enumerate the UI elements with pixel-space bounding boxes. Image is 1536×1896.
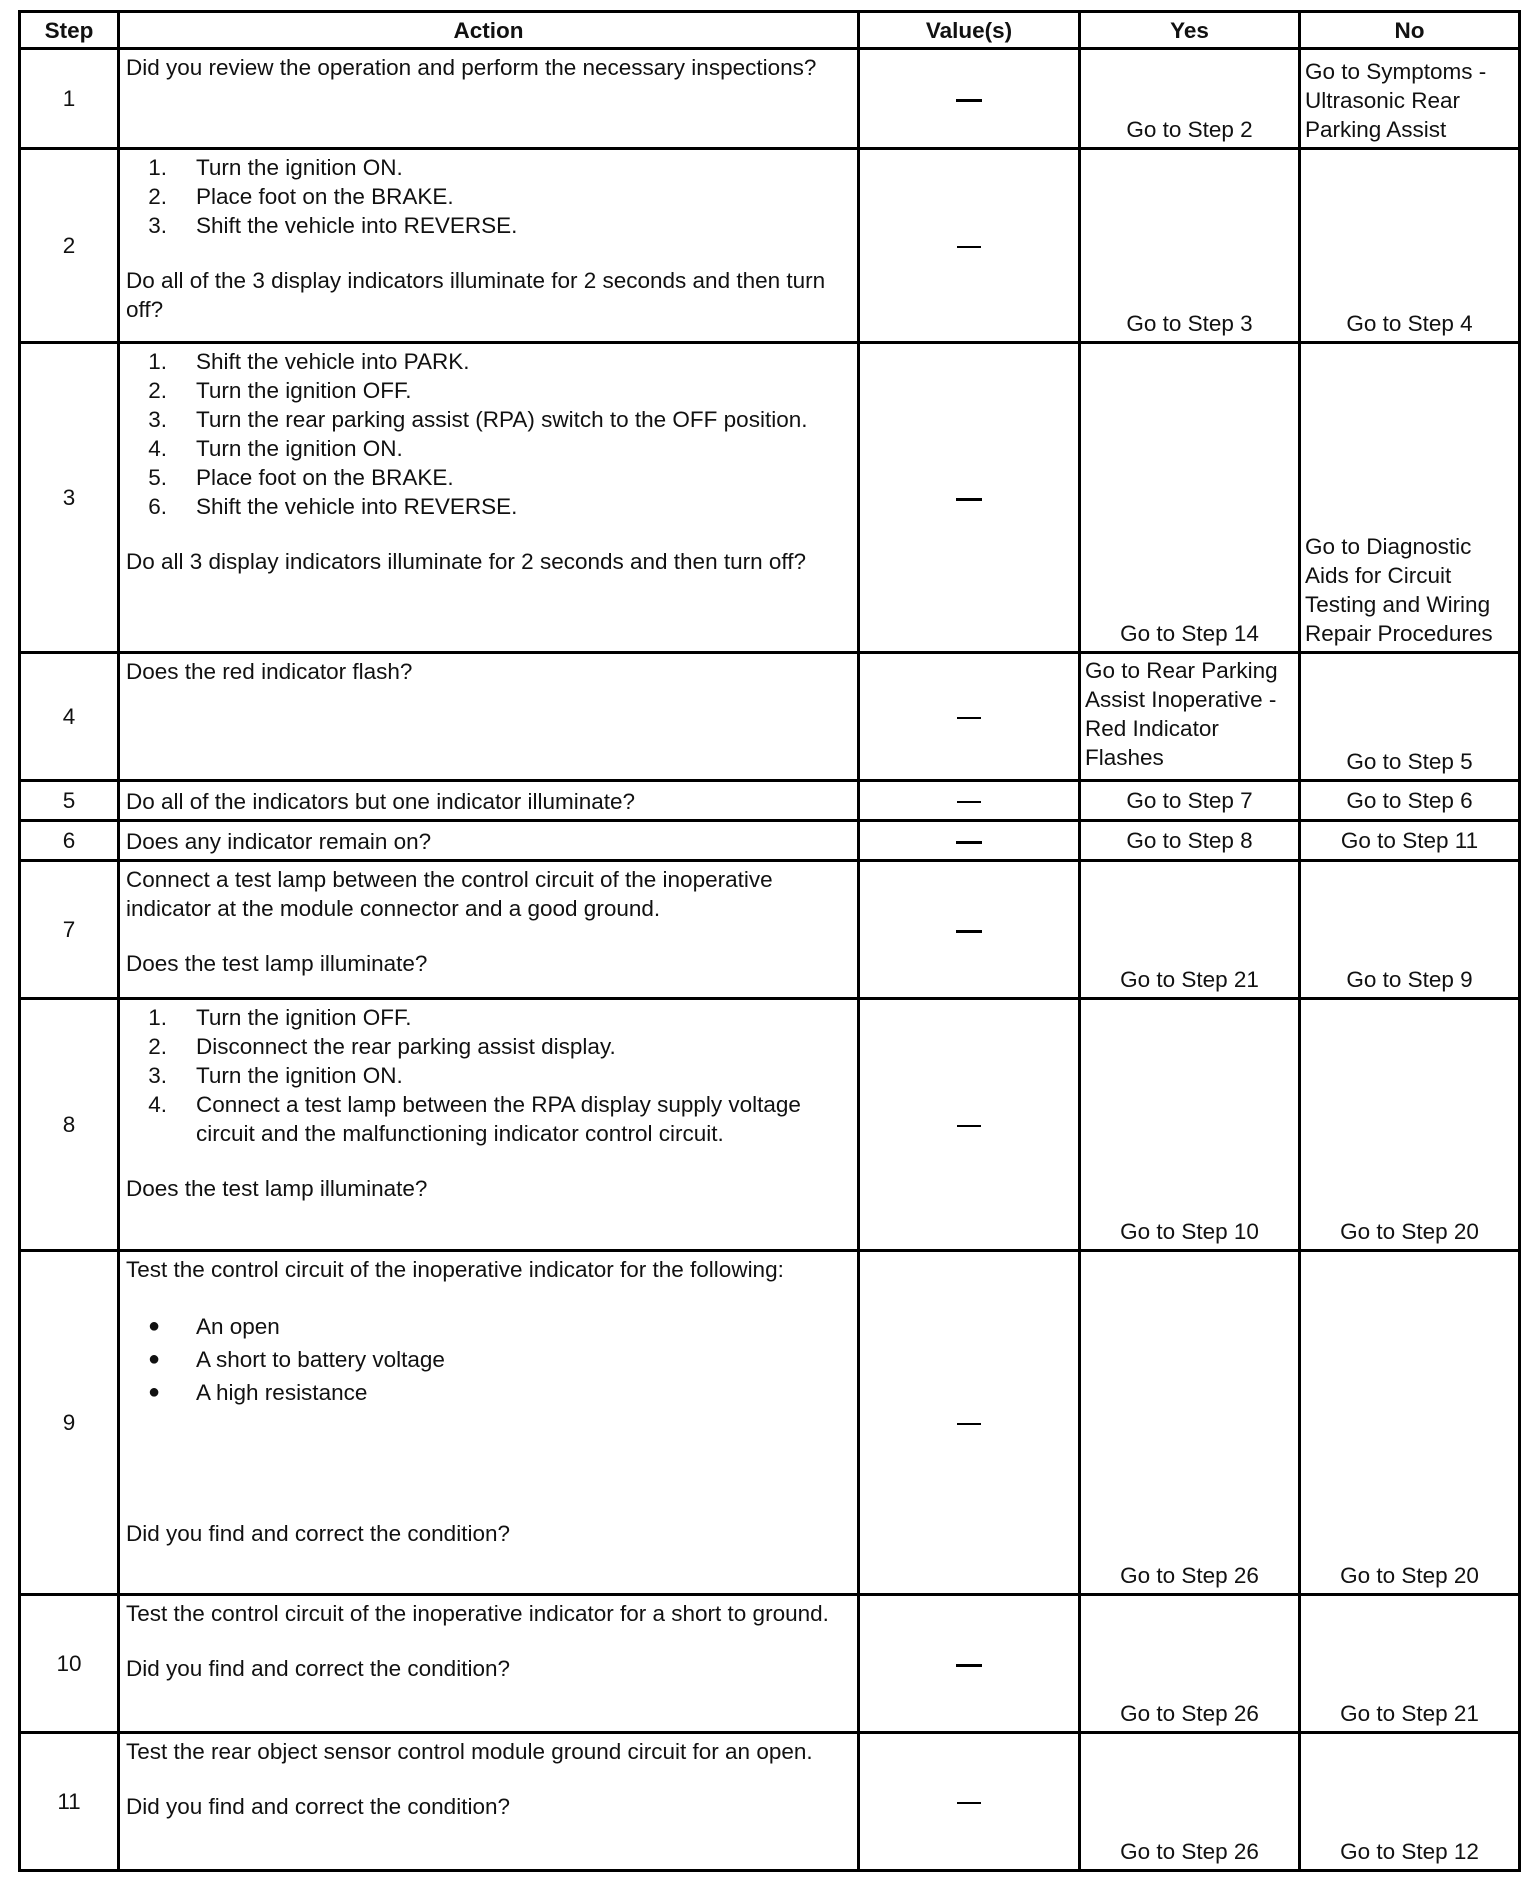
yes-cell: Go to Step 8	[1080, 821, 1300, 861]
value-cell	[859, 1595, 1080, 1733]
action-cell	[119, 861, 859, 999]
diagnostic-table-container	[18, 10, 1518, 1872]
list-item: 5. Place foot on the BRAKE.	[148, 465, 454, 490]
action-cell	[119, 653, 859, 781]
list-item: ● A short to battery voltage	[147, 1347, 445, 1372]
step-number: 5	[20, 781, 119, 821]
action-cell	[119, 49, 859, 149]
table-row	[20, 781, 1520, 821]
table-row	[20, 1733, 1520, 1871]
em-dash	[957, 717, 981, 719]
value-cell	[859, 781, 1080, 821]
action-cell	[119, 999, 859, 1251]
table-row	[20, 1251, 1520, 1595]
em-dash	[957, 1423, 981, 1425]
em-dash	[956, 1664, 982, 1667]
value-cell	[859, 343, 1080, 653]
action-cell	[119, 821, 859, 861]
value-cell	[859, 49, 1080, 149]
table-row	[20, 999, 1520, 1251]
step-number: 3	[20, 343, 119, 653]
action-cell	[119, 1733, 859, 1871]
action-cell	[119, 1251, 859, 1595]
list-item: 3. Shift the vehicle into REVERSE.	[148, 213, 518, 238]
table-row	[20, 653, 1520, 781]
em-dash	[956, 930, 982, 933]
action-cell	[119, 1595, 859, 1733]
yes-cell: Go to Step 10	[1080, 999, 1300, 1251]
no-cell: Go to Step 6	[1300, 781, 1520, 821]
action-question: Does the test lamp illuminate?	[126, 951, 428, 976]
em-dash	[956, 498, 982, 501]
action-intro: Test the rear object sensor control module ground circuit for an open.	[126, 1739, 813, 1764]
step-number: 10	[20, 1595, 119, 1733]
no-cell: Go to Step 11	[1300, 821, 1520, 861]
action-question: Did you review the operation and perform the necessary inspections?	[126, 55, 817, 80]
yes-cell: Go to Step 3	[1080, 149, 1300, 343]
list-item: 1. Turn the ignition OFF.	[148, 1005, 412, 1030]
action-question: Does the test lamp illuminate?	[126, 1176, 428, 1201]
list-item: 1. Shift the vehicle into PARK.	[148, 349, 470, 374]
step-number: 8	[20, 999, 119, 1251]
value-cell	[859, 653, 1080, 781]
yes-cell: Go to Rear Parking Assist Inoperative - Red Indicator Flashes	[1080, 653, 1300, 781]
list-item: ● A high resistance	[147, 1380, 368, 1405]
procedure-list	[126, 347, 851, 521]
no-cell: Go to Symptoms - Ultrasonic Rear Parking Assist	[1300, 49, 1520, 149]
em-dash	[956, 99, 982, 102]
table-row	[20, 821, 1520, 861]
em-dash	[957, 246, 981, 248]
value-cell	[859, 149, 1080, 343]
bullet-list	[126, 1310, 851, 1409]
action-cell	[119, 781, 859, 821]
action-cell	[119, 343, 859, 653]
procedure-list	[126, 153, 851, 240]
table-row	[20, 149, 1520, 343]
no-cell: Go to Step 12	[1300, 1733, 1520, 1871]
list-item: 2. Turn the ignition OFF.	[148, 378, 412, 403]
em-dash	[957, 801, 981, 803]
yes-cell: Go to Step 26	[1080, 1595, 1300, 1733]
header-values: Value(s)	[859, 12, 1080, 49]
step-number: 11	[20, 1733, 119, 1871]
value-cell	[859, 1733, 1080, 1871]
header-yes: Yes	[1080, 12, 1300, 49]
action-question: Do all of the 3 display indicators illuminate for 2 seconds and then turn off?	[126, 268, 826, 322]
action-question: Did you find and correct the condition?	[126, 1794, 510, 1819]
action-question: Did you find and correct the condition?	[126, 1521, 510, 1546]
step-number: 6	[20, 821, 119, 861]
yes-cell: Go to Step 7	[1080, 781, 1300, 821]
list-item: 4. Connect a test lamp between the RPA display supply voltage circuit and the malfunctioning indicator control circuit.	[148, 1092, 801, 1146]
step-number: 7	[20, 861, 119, 999]
table-row	[20, 861, 1520, 999]
diagnostic-table	[18, 10, 1521, 1872]
step-number: 4	[20, 653, 119, 781]
header-action: Action	[119, 12, 859, 49]
no-cell: Go to Step 5	[1300, 653, 1520, 781]
value-cell	[859, 1251, 1080, 1595]
action-intro: Connect a test lamp between the control circuit of the inoperative indicator at the module connector and a good ground.	[126, 867, 773, 921]
em-dash	[956, 841, 982, 844]
yes-cell: Go to Step 14	[1080, 343, 1300, 653]
no-cell: Go to Step 20	[1300, 1251, 1520, 1595]
header-step: Step	[20, 12, 119, 49]
no-cell: Go to Step 20	[1300, 999, 1520, 1251]
list-item: 1. Turn the ignition ON.	[148, 155, 403, 180]
em-dash	[957, 1125, 981, 1127]
header-row	[20, 12, 1520, 49]
action-question: Did you find and correct the condition?	[126, 1656, 510, 1681]
action-intro: Test the control circuit of the inoperative indicator for the following:	[126, 1257, 784, 1282]
action-intro: Test the control circuit of the inoperative indicator for a short to ground.	[126, 1601, 829, 1626]
em-dash	[957, 1802, 981, 1804]
list-item: ● An open	[147, 1314, 280, 1339]
action-question: Do all of the indicators but one indicator illuminate?	[126, 788, 636, 814]
list-item: 6. Shift the vehicle into REVERSE.	[148, 494, 518, 519]
table-row	[20, 343, 1520, 653]
yes-cell: Go to Step 26	[1080, 1251, 1300, 1595]
no-cell: Go to Step 21	[1300, 1595, 1520, 1733]
table-row	[20, 1595, 1520, 1733]
action-question: Do all 3 display indicators illuminate for 2 seconds and then turn off?	[126, 549, 806, 574]
value-cell	[859, 821, 1080, 861]
header-no: No	[1300, 12, 1520, 49]
list-item: 3. Turn the ignition ON.	[148, 1063, 403, 1088]
step-number: 1	[20, 49, 119, 149]
value-cell	[859, 861, 1080, 999]
no-cell: Go to Diagnostic Aids for Circuit Testing and Wiring Repair Procedures	[1300, 343, 1520, 653]
step-number: 2	[20, 149, 119, 343]
action-question: Does any indicator remain on?	[126, 828, 432, 854]
list-item: 4. Turn the ignition ON.	[148, 436, 403, 461]
yes-cell: Go to Step 2	[1080, 49, 1300, 149]
table-row	[20, 49, 1520, 149]
procedure-list	[126, 1003, 851, 1148]
no-cell: Go to Step 9	[1300, 861, 1520, 999]
action-cell	[119, 149, 859, 343]
yes-cell: Go to Step 21	[1080, 861, 1300, 999]
list-item: 2. Disconnect the rear parking assist display.	[148, 1034, 616, 1059]
no-cell: Go to Step 4	[1300, 149, 1520, 343]
list-item: 2. Place foot on the BRAKE.	[148, 184, 454, 209]
step-number: 9	[20, 1251, 119, 1595]
list-item: 3. Turn the rear parking assist (RPA) switch to the OFF position.	[148, 407, 808, 432]
yes-cell: Go to Step 26	[1080, 1733, 1300, 1871]
value-cell	[859, 999, 1080, 1251]
action-question: Does the red indicator flash?	[126, 659, 413, 684]
